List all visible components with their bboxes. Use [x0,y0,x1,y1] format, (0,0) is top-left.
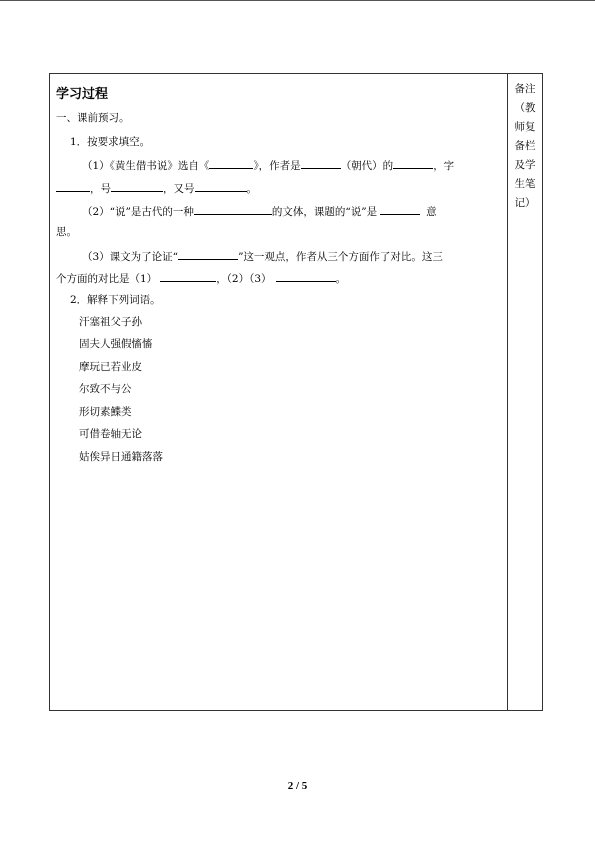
study-process-column [50,74,508,710]
question-1-1-cont [56,181,257,196]
vocab-item: 姑俟异日通籍落落 [79,451,163,463]
q1-3-text-c: 个方面的对比是（1） [56,273,158,285]
blank-viewpoint [178,249,238,260]
q1-2-text-b: 的文体，课题的“说”是 [271,206,378,218]
blank-contrast-1c [202,271,216,282]
page-number: 2 / 5 [287,780,308,792]
study-table [49,73,543,711]
q1-1-text-c: （朝代）的 [340,160,394,172]
blank-other-art-name [195,181,247,192]
question-2-heading: 2．解释下列词语。 [70,294,161,306]
blank-contrast-1a [160,271,170,282]
question-1-2 [82,204,437,219]
question-1-3-cont [56,271,346,286]
vocab-item: 摩玩已若业皮 [79,361,142,373]
q1-3-text-a: （3）课文为了论证“ [82,251,179,263]
vocab-item: 尔致不与公 [79,383,132,395]
blank-art-name [111,181,163,192]
blank-author [301,158,341,169]
blank-genre [194,204,272,215]
q1-2-text-c: 意 [426,206,437,218]
page-top-rule [0,0,595,1]
blank-meaning [380,204,420,215]
vocab-item: 形切素鰈类 [79,406,132,418]
q1-1-text-d: ，字 [433,160,455,172]
vocab-item: 固夫人强假慉慉 [79,338,153,350]
q1-3-text-d: ，（2）（3） [216,273,272,285]
blank-name [393,158,433,169]
blank-source [209,158,253,169]
question-1-3 [82,249,443,264]
question-1-2-cont: 思。 [56,226,77,238]
q1-1-text-g: 。 [246,183,257,195]
q1-1-text-b: 》，作者是 [253,160,301,172]
q1-3-text-b: ”这一观点，作者从三个方面作了对比。这三 [238,251,443,263]
q1-3-text-e: 。 [335,273,347,285]
q1-1-text-a: （1）《黄生借书说》选自《 [82,160,210,172]
question-1-1 [82,158,454,173]
blank-contrast-1b [170,271,202,282]
notes-column [508,74,542,710]
section-title: 学习过程 [56,87,109,102]
vocab-item: 汗塞祖父子孙 [79,316,142,328]
q1-1-text-e: ，号 [90,183,111,195]
notes-column-label: 备注（教师复备栏及学生笔记） [514,83,536,209]
q1-2-text-a: （2）“说”是古代的一种 [82,206,194,218]
vocab-item: 可借卷轴无论 [79,428,142,440]
blank-contrast-3 [276,271,336,282]
blank-courtesy-name [56,181,90,192]
q1-1-text-f: ，又号 [163,183,195,195]
section-preview-heading: 一、课前预习。 [56,112,130,124]
question-1-heading: 1．按要求填空。 [70,136,151,148]
